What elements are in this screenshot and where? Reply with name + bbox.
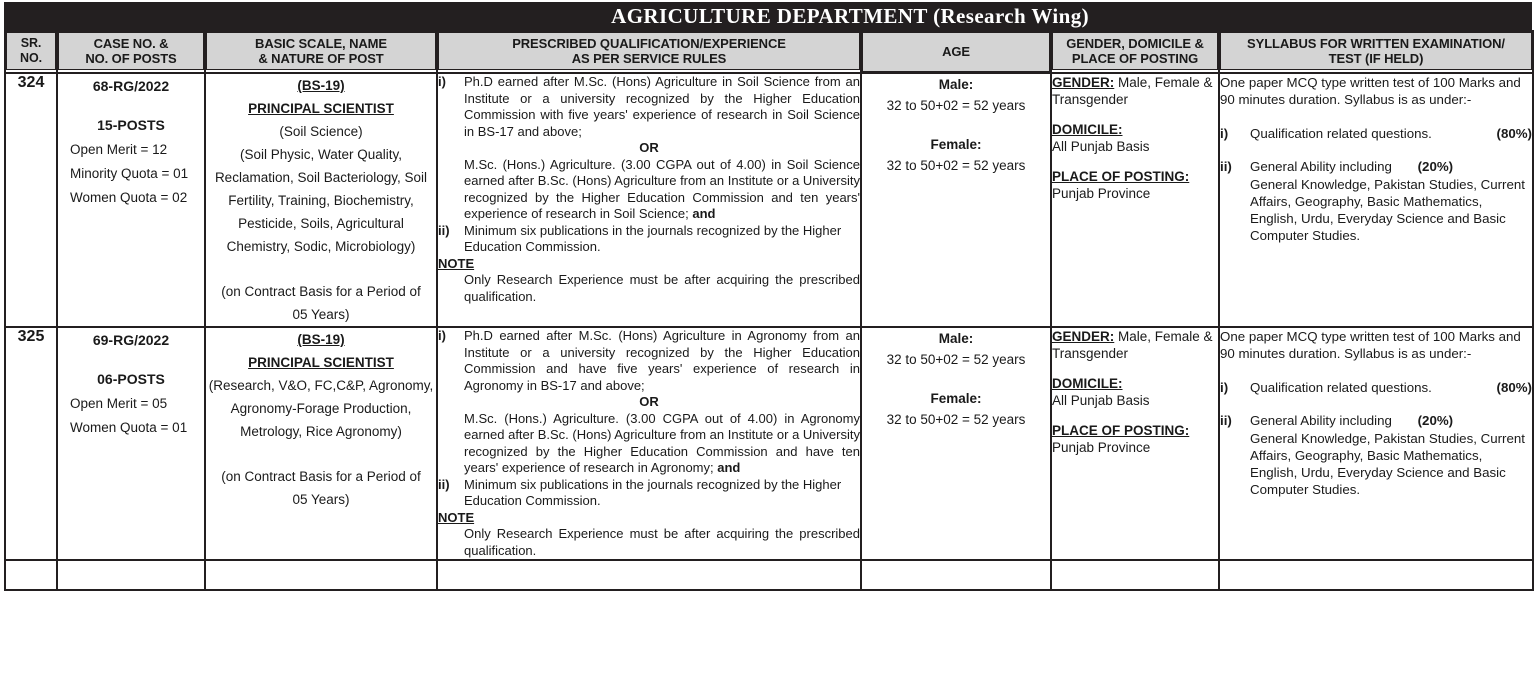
quota-minority: Minority Quota = 01 — [70, 166, 189, 181]
qualification-item-1 — [438, 74, 860, 140]
post-basic-scale: (BS-19) — [297, 78, 345, 93]
syllabus-intro: One paper MCQ type written test of 100 Marks and 90 minutes duration. Syllabus is as under:- — [1220, 75, 1521, 107]
syllabus-item-2 — [1220, 412, 1532, 498]
column-header-case-no-line2: NO. OF POSTS — [85, 51, 177, 66]
age-male-label: Male: — [938, 77, 974, 92]
post-contract-line2: 05 Years) — [292, 307, 350, 322]
case-number: 69-RG/2022 — [92, 332, 170, 348]
column-header-post — [205, 31, 437, 73]
qualification-item-1 — [438, 328, 860, 394]
cell-case-no-and-posts — [57, 327, 205, 560]
quota-women: Women Quota = 02 — [70, 190, 188, 205]
qualification-alternative-and: and — [692, 206, 716, 221]
post-name: PRINCIPAL SCIENTIST — [248, 101, 394, 116]
qualification-note-text: Only Research Experience must be after acquiring the prescribed qualification. — [464, 272, 860, 304]
column-header-syllabus-line1: SYLLABUS FOR WRITTEN EXAMINATION/ — [1247, 36, 1505, 51]
column-header-sr-no-line1: SR. — [20, 36, 42, 50]
table-row — [5, 327, 1533, 560]
post-name: PRINCIPAL SCIENTIST — [248, 355, 394, 370]
syllabus-item-2-subjects: General Knowledge, Pakistan Studies, Current Affairs, Geography, Basic Mathematics, English, Urdu, Everyday Science and Basic Computer Studies. — [1250, 431, 1525, 497]
column-header-qualification — [437, 31, 861, 73]
cell-age — [861, 327, 1051, 560]
cell-age — [861, 560, 1051, 590]
qualification-note-text: Only Research Experience must be after acquiring the prescribed qualification. — [464, 526, 860, 558]
gender-block — [1052, 74, 1218, 108]
cell-case-no-and-posts — [57, 73, 205, 327]
domicile-value: All Punjab Basis — [1052, 139, 1150, 154]
age-female-value: 32 to 50+02 = 52 years — [886, 158, 1026, 173]
post-contract-line1: (on Contract Basis for a Period of — [221, 284, 421, 299]
syllabus-item-2-text: General Ability including — [1250, 159, 1392, 174]
cell-post-details — [205, 73, 437, 327]
column-header-age — [861, 31, 1051, 73]
quota-open-merit: Open Merit = 05 — [70, 396, 168, 411]
syllabus-item-2-subjects: General Knowledge, Pakistan Studies, Current Affairs, Geography, Basic Mathematics, English, Urdu, Everyday Science and Basic Computer Studies. — [1250, 177, 1525, 243]
gender-block — [1052, 328, 1218, 362]
column-header-syllabus-line2: TEST (IF HELD) — [1328, 51, 1424, 66]
place-of-posting-block — [1052, 168, 1218, 202]
column-header-qualification-line1: PRESCRIBED QUALIFICATION/EXPERIENCE — [512, 36, 786, 51]
qualification-note-label: NOTE — [438, 509, 475, 525]
cell-gender-domicile-place — [1051, 560, 1219, 590]
cell-qualification — [437, 560, 861, 590]
qualification-alternative-text: M.Sc. (Hons.) Agriculture. (3.00 CGPA out of 4.00) in Soil Science earned after B.Sc. (Hons) Agriculture from an Institute or a University recognized by the Higher Education Commission and ten years' experience of research in Soil Science; — [464, 156, 860, 221]
syllabus-item-1-marker: i) — [1220, 380, 1229, 395]
cell-sr-no: 325 — [5, 327, 57, 560]
post-basic-scale: (BS-19) — [297, 332, 345, 347]
table-row — [5, 73, 1533, 327]
table-row-partial — [5, 560, 1533, 590]
age-female-label: Female: — [930, 391, 982, 406]
age-male-label: Male: — [938, 331, 974, 346]
column-header-gdp-line1: GENDER, DOMICILE & — [1066, 36, 1204, 51]
post-fields: (Research, V&O, FC,C&P, Agronomy, Agronomy-Forage Production, Metrology, Rice Agronomy) — [208, 378, 434, 439]
quota-women: Women Quota = 01 — [70, 420, 188, 435]
syllabus-item-1-text: Qualification related questions. — [1250, 126, 1432, 141]
syllabus-item-1-marker: i) — [1220, 126, 1229, 141]
post-fields: (Soil Physic, Water Quality, Reclamation, Soil Bacteriology, Soil Fertility, Training, Biochemistry, Pesticide, Soils, Agricultural Chemistry, Sodic, Microbiology) — [214, 147, 428, 254]
column-header-syllabus — [1219, 31, 1533, 73]
syllabus-item-1-percent: (80%) — [1496, 380, 1532, 395]
cell-gender-domicile-place — [1051, 73, 1219, 327]
qualification-or-separator: OR — [639, 140, 659, 155]
qualification-or-separator: OR — [639, 394, 659, 409]
cell-qualification — [437, 327, 861, 560]
age-female-label: Female: — [930, 137, 982, 152]
advertisement-page — [0, 2, 1536, 673]
qualification-item-2-text: Minimum six publications in the journals recognized by the Higher Education Commission. — [464, 222, 842, 254]
qualification-item-2-marker: ii) — [438, 222, 450, 238]
domicile-label: DOMICILE: — [1052, 122, 1123, 137]
domicile-value: All Punjab Basis — [1052, 393, 1150, 408]
cell-qualification — [437, 73, 861, 327]
qualification-alternative-text: M.Sc. (Hons.) Agriculture. (3.00 CGPA out of 4.00) in Agronomy earned after B.Sc. (Hons) Agriculture from an Institute or a University recognized by the Higher Education Commission and have ten years' experience of research in Agronomy; — [464, 410, 860, 475]
syllabus-item-1 — [1220, 125, 1532, 142]
syllabus-intro: One paper MCQ type written test of 100 Marks and 90 minutes duration. Syllabus is as under:- — [1220, 329, 1521, 361]
gender-label: GENDER: — [1052, 329, 1115, 344]
cell-syllabus — [1219, 560, 1533, 590]
syllabus-item-2 — [1220, 158, 1532, 244]
syllabus-item-2-text: General Ability including — [1250, 413, 1392, 428]
cell-post-details — [205, 327, 437, 560]
cell-case-no-and-posts — [57, 560, 205, 590]
place-of-posting-value: Punjab Province — [1052, 440, 1151, 455]
qualification-note-label: NOTE — [438, 255, 475, 271]
posts-table — [4, 30, 1534, 591]
post-specialty: (Soil Science) — [279, 124, 363, 139]
cell-sr-no: 324 — [5, 73, 57, 327]
place-of-posting-value: Punjab Province — [1052, 186, 1151, 201]
syllabus-item-1-percent: (80%) — [1496, 126, 1532, 141]
case-number: 68-RG/2022 — [92, 78, 170, 94]
gender-label: GENDER: — [1052, 75, 1115, 90]
domicile-label: DOMICILE: — [1052, 376, 1123, 391]
qualification-alternative-and: and — [717, 460, 741, 475]
table-header-row — [5, 31, 1533, 73]
qualification-alternative — [438, 411, 860, 477]
qualification-item-1-text: Ph.D earned after M.Sc. (Hons) Agriculture in Agronomy from an Institute or a university recognized by the Higher Education Commission and have five years' experience of research in Agronomy in BS-17 and above; — [464, 328, 860, 393]
column-header-sr-no — [5, 31, 57, 73]
cell-gender-domicile-place — [1051, 327, 1219, 560]
qualification-item-1-marker: i) — [438, 328, 446, 343]
qualification-item-2-marker: ii) — [438, 476, 450, 492]
place-of-posting-block — [1052, 422, 1218, 456]
syllabus-item-1 — [1220, 379, 1532, 396]
cell-syllabus — [1219, 73, 1533, 327]
qualification-item-2-text: Minimum six publications in the journals recognized by the Higher Education Commission. — [464, 476, 842, 508]
syllabus-item-2-percent: (20%) — [1417, 159, 1454, 174]
cell-post-details — [205, 560, 437, 590]
posts-count: 06-POSTS — [97, 371, 165, 387]
column-header-post-line2: & NATURE OF POST — [258, 51, 384, 66]
syllabus-item-1-text: Qualification related questions. — [1250, 380, 1432, 395]
department-title-bar — [4, 2, 1532, 30]
post-contract-line1: (on Contract Basis for a Period of — [221, 469, 421, 484]
cell-syllabus — [1219, 327, 1533, 560]
column-header-age-line1: AGE — [942, 44, 970, 59]
age-female-value: 32 to 50+02 = 52 years — [886, 412, 1026, 427]
quota-open-merit: Open Merit = 12 — [70, 142, 168, 157]
qualification-item-2 — [438, 477, 860, 510]
age-male-value: 32 to 50+02 = 52 years — [886, 98, 1026, 113]
syllabus-item-2-marker: ii) — [1220, 159, 1232, 174]
column-header-qualification-line2: AS PER SERVICE RULES — [571, 51, 727, 66]
place-of-posting-label: PLACE OF POSTING: — [1052, 169, 1190, 184]
syllabus-item-2-marker: ii) — [1220, 413, 1232, 428]
posts-count: 15-POSTS — [97, 117, 165, 133]
qualification-alternative — [438, 157, 860, 223]
column-header-sr-no-line2: NO. — [20, 51, 42, 65]
domicile-block — [1052, 375, 1218, 409]
gender-value: Male, Female & Transgender — [1052, 329, 1213, 361]
column-header-post-line1: BASIC SCALE, NAME — [255, 36, 387, 51]
column-header-case-no-line1: CASE NO. & — [93, 36, 169, 51]
column-header-gdp-line2: PLACE OF POSTING — [1071, 51, 1199, 66]
cell-sr-no — [5, 560, 57, 590]
age-male-value: 32 to 50+02 = 52 years — [886, 352, 1026, 367]
gender-value: Male, Female & Transgender — [1052, 75, 1213, 107]
qualification-item-2 — [438, 223, 860, 256]
place-of-posting-label: PLACE OF POSTING: — [1052, 423, 1190, 438]
syllabus-item-2-percent: (20%) — [1417, 413, 1454, 428]
post-contract-line2: 05 Years) — [292, 492, 350, 507]
column-header-case-no — [57, 31, 205, 73]
cell-age — [861, 73, 1051, 327]
qualification-item-1-marker: i) — [438, 74, 446, 89]
qualification-item-1-text: Ph.D earned after M.Sc. (Hons) Agriculture in Soil Science from an Institute or a university recognized by the Higher Education Commission with five years' experience of research in Soil Science in BS-17 and above; — [464, 74, 860, 139]
column-header-gender-domicile-place — [1051, 31, 1219, 73]
domicile-block — [1052, 121, 1218, 155]
page-title: AGRICULTURE DEPARTMENT (Research Wing) — [611, 4, 1089, 28]
